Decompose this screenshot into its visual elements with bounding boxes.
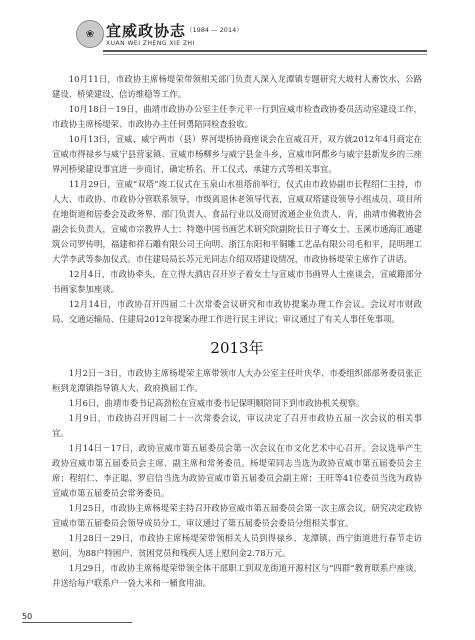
chronicle-entry: 12月14日，市政协召开四届二十次常委会议研究和市政协提案办理工作会议。会议对市财政局、交通运输局、住建局2012年提案办理工作进行民主评议；审议通过了有关人事任免事项。 <box>52 299 422 324</box>
chronicle-entry: 1月2日－3日，市政协主席杨堤荣主席带领市人大办公室主任叶庆华、市委组织部部务委员张正桓到龙潭镇指导镇人大、政府换届工作。 <box>52 368 422 393</box>
chronicle-entry: 1月6日，曲靖市委书记高劲松在宣威市委书记保明顺陪同下到市政协机关视察。 <box>68 398 365 408</box>
chronicle-entry: 1月14日－17日，政协宣威市第五届委员会第一次会议在市文化艺术中心召开。会议选举产生政协宣威市第五届委员会主席、副主席和常务委员。杨堤荣同志当选为政协宣威市第五届委员会主席；程绍仁、李正聪、罗启信当选为政协宣威市第五届委员会副主席；王旺等41位委员当选为政协宣威市第五届委员会常务委员。 <box>52 443 422 498</box>
page-content <box>52 72 422 591</box>
page-number: 50 <box>22 612 33 621</box>
cppcc-emblem-icon: ❀ <box>76 20 104 48</box>
chronicle-entry: 12月4日，市政协牵头，在立得大酒店召开岁子着女士与宣威市书画界人士座谈会，宣威籍部分书画家参加座谈。 <box>52 269 422 294</box>
book-years: （1984 — 2014） <box>186 26 243 34</box>
page-header <box>0 14 475 62</box>
footer-rule <box>22 622 132 623</box>
chronicle-entry: 11月29日，宣威“双塔”竣工仪式在玉泉山水祖塔前举行，仪式由市政协副市长程绍仁主持，市人大、市政协、市政协分管联系领导，市级离退休老领导代表，宣威双塔建设领导小组成员、项目所在地街道和居委会及政务界、部门负责人、食品行业以及商贸流通企业负责人、肯，曲靖市佛教协会副会长负责人，宣威市宗教界人士；特邀中国书画艺术研究院副院长日子骞女士、玉溪市通海汇通建筑公司罗传明，福建和祥石雕有限公司王向明、浙江东阳和平铜雕工艺品有限公司毛和平，昆明理工大学李武等参加仪式。市住建局局长苏元光同志介绍双塔建设情况，市政协杨堤荣主席作了讲话。 <box>52 179 422 264</box>
header-rule-thin <box>103 54 427 55</box>
chronicle-entry: 10月13日，宣威、威宁两市（县）界河堤桥协商座谈会在宣威召开，双方就2012年4月商定在宣威市得禄乡与威宁县营家镇、宣威市杨柳乡与威宁县金斗乡，宣威市阿都乡与威宁县新发乡的三座界河桥梁建设事宜进一步商讨，确定桥名、开工仪式、承建方式等相关事宜。 <box>52 134 422 174</box>
header-rule <box>103 50 427 52</box>
year-heading: 2013年 <box>210 339 264 357</box>
chronicle-entry: 10月18日－19日，曲靖市政协办公室主任李元平一行到宣威市检查政协委员活动室建设工作，市政协主席杨堤荣、市政协办主任何勇陪同检查验收。 <box>52 104 422 129</box>
book-pinyin: XUAN WEI ZHENG XIE ZHI <box>106 40 195 47</box>
chronicle-entry: 1月28日－29日，市政协主席杨堤荣带领相关人员到得禄乡、龙潭镇、西宁街道进行春节走访慰问，为88户特困户、贫困党员和残疾人送上慰问金2.78万元。 <box>52 533 422 558</box>
chronicle-entry: 1月29日，市政协主席杨堤荣带领全体干部职工到双龙街道开源村区与“四群”教育联系户座谈，并送给每户联系户一袋大米和一桶食用油。 <box>52 563 422 588</box>
chronicle-entry: 1月9日，市政协召开四届二十一次常委会议，审议决定了召开市政协五届一次会议的相关事宜。 <box>52 413 422 438</box>
chronicle-entry: 1月25日，市政协主席杨堤荣主持召开政协宣威市第五届委员会第一次主席会议，研究决定政协宣威市第五届委员会领导成员分工，审议通过了第五届委员会委员分组相关事宜。 <box>52 503 422 528</box>
book-title: 宜威政协志 <box>106 22 187 40</box>
chronicle-entry: 10月11日，市政协主席杨堤荣带领相关部门负责人深入龙潭镇专题研究大坡村人畜饮水、公路建设、桥梁建设、信访维稳等工作。 <box>52 74 422 99</box>
